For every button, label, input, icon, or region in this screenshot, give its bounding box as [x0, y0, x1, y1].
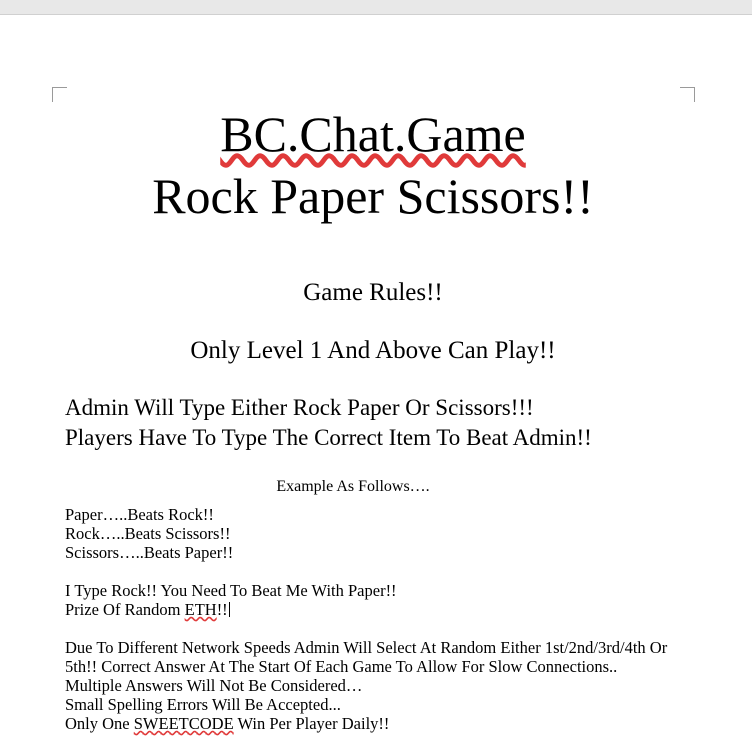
demo-prize-suffix: !!	[216, 600, 228, 619]
example-heading: Example As Follows….	[276, 478, 430, 495]
spacer	[65, 227, 681, 275]
demo-prize-prefix: Prize Of Random	[65, 600, 185, 619]
notes-line-2: 5th!! Correct Answer At The Start Of Each Game To Allow For Slow Connections..	[65, 657, 618, 676]
title-word-misspelled: BC.Chat.Game	[220, 106, 526, 162]
notes-line-4: Small Spelling Errors Will Be Accepted...	[65, 695, 341, 714]
spacer	[65, 369, 681, 393]
crop-mark-top-right	[680, 87, 695, 102]
document-page	[0, 15, 752, 751]
window-chrome-bar	[0, 0, 752, 15]
admin-rule-line-2: Players Have To Type The Correct Item To Beat Admin!!	[65, 425, 592, 450]
spacer	[65, 619, 681, 638]
eth-word-misspelled: ETH	[184, 600, 217, 619]
document-title-line-1	[65, 103, 681, 165]
crop-mark-top-left	[52, 87, 67, 102]
example-line-3: Scissors…..Beats Paper!!	[65, 543, 234, 562]
sweetcode-word-misspelled: SWEETCODE	[133, 714, 234, 733]
document-title-line-2: Rock Paper Scissors!!	[152, 168, 594, 224]
demo-line-1: I Type Rock!! You Need To Beat Me With Paper!!	[65, 581, 397, 600]
notes-line-5	[65, 714, 681, 733]
example-line-2: Rock…..Beats Scissors!!	[65, 524, 231, 543]
example-line-1: Paper…..Beats Rock!!	[65, 505, 214, 524]
spacer	[65, 311, 681, 333]
level-requirement-line: Only Level 1 And Above Can Play!!	[190, 337, 556, 364]
notes-line-3: Multiple Answers Will Not Be Considered…	[65, 676, 363, 695]
notes-line-1: Due To Different Network Speeds Admin Will Select At Random Either 1st/2nd/3rd/4th Or	[65, 638, 668, 657]
sweetcode-suffix: Win Per Player Daily!!	[233, 714, 390, 733]
text-cursor	[229, 602, 230, 617]
rules-heading: Game Rules!!	[303, 279, 443, 306]
admin-rule-line-1: Admin Will Type Either Rock Paper Or Scissors!!!	[65, 395, 534, 420]
document-content	[65, 103, 681, 733]
sweetcode-prefix: Only One	[65, 714, 134, 733]
spacer	[65, 562, 681, 581]
demo-line-2	[65, 600, 681, 619]
spacer	[65, 453, 681, 475]
